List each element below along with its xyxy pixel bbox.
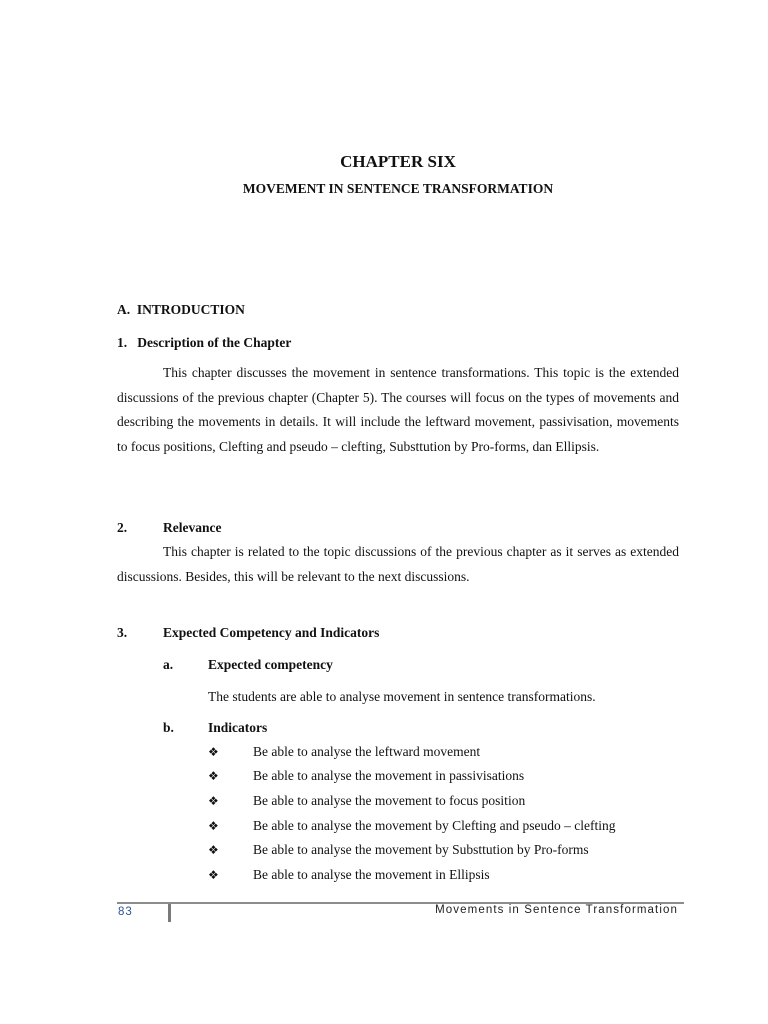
section-2-paragraph [117, 540, 679, 589]
indicator-text: Be able to analyse the movement to focus position [253, 793, 526, 808]
section-2-heading: Relevance [163, 520, 222, 535]
chapter-subtitle: MOVEMENT IN SENTENCE TRANSFORMATION [242, 181, 554, 196]
subsection-b-heading: Indicators [208, 720, 268, 735]
section-a-heading: A. INTRODUCTION [117, 302, 245, 317]
running-title: Movements in Sentence Transformation [435, 904, 678, 916]
section-1-heading: 1. Description of the Chapter [117, 335, 292, 350]
diamond-bullet-icon: ❖ [208, 769, 219, 783]
diamond-bullet-icon: ❖ [208, 745, 219, 759]
expected-competency-text: The students are able to analyse movement in sentence transformations. [208, 689, 596, 704]
diamond-bullet-icon: ❖ [208, 819, 219, 833]
section-1-paragraph-text: This chapter discusses the movement in sentence transformations. This topic is the extended discussions of the previous chapter (Chapter 5). The courses will focus on the types of movements and describing the movements in details. It will include the leftward movement, passivisation, movements to focus positions, Clefting and pseudo – clefting, Substtution by Pro-forms, dan Ellipsis. [117, 365, 679, 454]
section-1-paragraph [117, 361, 679, 459]
section-3-number: 3. [117, 625, 128, 640]
section-2-paragraph-text: This chapter is related to the topic discussions of the previous chapter as it serves as extended discussions. Besides, this will be relevant to the next discussions. [117, 544, 679, 584]
chapter-title: CHAPTER SIX [340, 152, 456, 171]
footer-tick-divider [168, 904, 171, 922]
subsection-b-letter: b. [163, 720, 174, 735]
diamond-bullet-icon: ❖ [208, 843, 219, 857]
subsection-a-letter: a. [163, 657, 174, 672]
indicator-text: Be able to analyse the movement by Clefting and pseudo – clefting [253, 818, 616, 833]
indicator-text: Be able to analyse the movement in Ellipsis [253, 867, 490, 882]
section-2-number: 2. [117, 520, 128, 535]
section-3-heading: Expected Competency and Indicators [163, 625, 380, 640]
subsection-a-heading: Expected competency [208, 657, 333, 672]
page-number: 83 [118, 906, 133, 918]
indicator-text: Be able to analyse the movement in passivisations [253, 768, 525, 783]
indicator-text: Be able to analyse the movement by Substtution by Pro-forms [253, 842, 589, 857]
indicator-text: Be able to analyse the leftward movement [253, 744, 481, 759]
diamond-bullet-icon: ❖ [208, 868, 219, 882]
diamond-bullet-icon: ❖ [208, 794, 219, 808]
